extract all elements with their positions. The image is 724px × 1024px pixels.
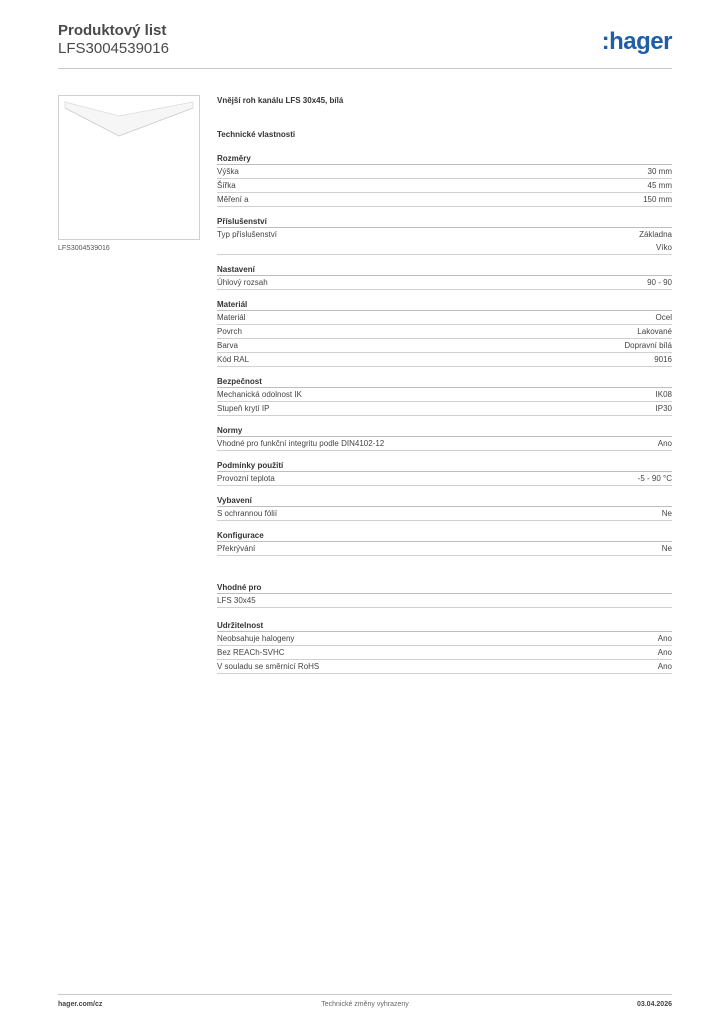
section-title: Rozměry: [217, 153, 672, 165]
spec-label: Vhodné pro funkční integritu podle DIN4102-12: [217, 439, 385, 448]
spec-label: Šířka: [217, 181, 236, 190]
spec-section: [217, 530, 672, 556]
spec-value: Ocel: [655, 313, 672, 322]
spec-label: Barva: [217, 341, 238, 350]
spec-row: [217, 311, 672, 325]
spec-section: [217, 620, 672, 674]
spec-value: IK08: [655, 390, 672, 399]
spec-label: Povrch: [217, 327, 242, 336]
spec-row: [217, 507, 672, 521]
sustainability-section: [217, 620, 672, 674]
spec-section: [217, 153, 672, 207]
spec-label: Měření a: [217, 195, 249, 204]
spec-value: 90 - 90: [647, 278, 672, 287]
section-title: Bezpečnost: [217, 376, 672, 388]
spec-row: [217, 339, 672, 353]
corner-profile-image: [59, 96, 199, 239]
spec-row: [217, 165, 672, 179]
spec-value: 30 mm: [647, 167, 672, 176]
spec-section: [217, 582, 672, 608]
spec-value: Ano: [657, 439, 672, 448]
spec-value: 9016: [654, 355, 672, 364]
section-title: Podmínky použití: [217, 460, 672, 472]
footer-notice: Technické změny vyhrazeny: [321, 1001, 409, 1008]
spec-sections: [217, 153, 672, 556]
doc-code: LFS3004539016: [58, 40, 169, 57]
product-name: Vnější roh kanálu LFS 30x45, bílá: [217, 96, 344, 105]
spec-row: [217, 437, 672, 451]
image-caption: LFS3004539016: [58, 245, 110, 252]
spec-row: [217, 646, 672, 660]
spec-row: [217, 542, 672, 556]
spec-row: [217, 632, 672, 646]
spec-label: Úhlový rozsah: [217, 278, 268, 287]
tech-properties-title: Technické vlastnosti: [217, 130, 296, 139]
spec-label: LFS 30x45: [217, 596, 256, 605]
spec-value: IP30: [655, 404, 672, 413]
section-title: Příslušenství: [217, 216, 672, 228]
spec-value: Ano: [657, 662, 672, 671]
spec-label: Výška: [217, 167, 239, 176]
doc-title: Produktový list: [58, 22, 167, 39]
spec-value: 150 mm: [643, 195, 672, 204]
spec-value: Ano: [657, 634, 672, 643]
spec-row: [217, 276, 672, 290]
spec-row: [217, 228, 672, 255]
spec-section: [217, 495, 672, 521]
spec-label: S ochrannou fólií: [217, 509, 278, 518]
section-title: Vybavení: [217, 495, 672, 507]
section-title: Konfigurace: [217, 530, 672, 542]
spec-label: Kód RAL: [217, 355, 250, 364]
spec-section: [217, 216, 672, 255]
spec-row: [217, 353, 672, 367]
footer-date: 03.04.2026: [636, 1001, 672, 1008]
spec-value: Ano: [657, 648, 672, 657]
spec-row: [217, 660, 672, 674]
spec-value: Ne: [661, 509, 672, 518]
spec-value: -5 - 90 °C: [637, 474, 672, 483]
spec-row: [217, 402, 672, 416]
page-header: [58, 22, 672, 69]
section-title: Vhodné pro: [217, 582, 672, 594]
footer-website: hager.com/cz: [58, 1001, 103, 1008]
spec-value: Ne: [661, 544, 672, 553]
spec-row: [217, 193, 672, 207]
spec-label: Provozní teplota: [217, 474, 275, 483]
product-image: [58, 95, 200, 240]
spec-value: 45 mm: [647, 181, 672, 190]
spec-row: [217, 594, 672, 608]
suitable-for-section: [217, 582, 672, 608]
spec-section: [217, 264, 672, 290]
spec-section: [217, 376, 672, 416]
spec-row: [217, 388, 672, 402]
page-footer: [58, 994, 672, 1014]
hager-logo: :hager: [601, 28, 672, 55]
spec-label: Materiál: [217, 313, 246, 322]
spec-value: Základna Víko: [639, 230, 672, 252]
spec-section: [217, 299, 672, 367]
spec-label: V souladu se směrnicí RoHS: [217, 662, 320, 671]
spec-value: Lakované: [637, 327, 672, 336]
spec-label: Bez REACh-SVHC: [217, 648, 285, 657]
spec-row: [217, 472, 672, 486]
section-title: Materiál: [217, 299, 672, 311]
spec-label: Mechanická odolnost IK: [217, 390, 302, 399]
section-title: Normy: [217, 425, 672, 437]
section-title: Nastavení: [217, 264, 672, 276]
spec-section: [217, 460, 672, 486]
spec-label: Stupeň krytí IP: [217, 404, 270, 413]
spec-label: Typ příslušenství: [217, 230, 278, 239]
spec-label: Překrývání: [217, 544, 256, 553]
spec-value: Dopravní bílá: [624, 341, 672, 350]
spec-section: [217, 425, 672, 451]
spec-row: [217, 179, 672, 193]
spec-content: [217, 96, 672, 674]
section-title: Udržitelnost: [217, 620, 672, 632]
spec-label: Neobsahuje halogeny: [217, 634, 295, 643]
spec-row: [217, 325, 672, 339]
